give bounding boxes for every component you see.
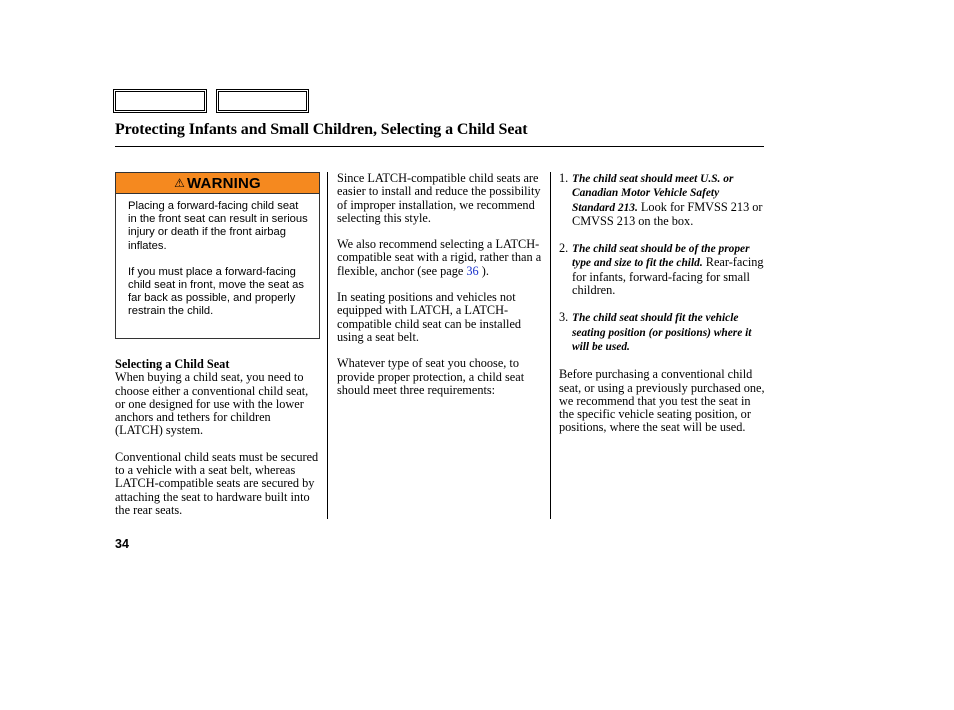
requirement-number: 2. <box>559 241 569 256</box>
requirement-lead: The child seat should be of the proper type and size to fit the child. <box>572 243 750 270</box>
warning-label: WARNING <box>187 174 261 192</box>
requirement-detail: Look for FMVSS 213 or CMVSS 213 on the box. <box>572 199 763 228</box>
column-2-paragraph-3: In seating positions and vehicles not equipped with LATCH, a LATCH-compatible child seat can be installed using a seat belt. <box>337 290 522 344</box>
requirement-lead: The child seat should fit the vehicle seating position (or positions) where it will be used. <box>572 312 752 353</box>
requirement-item-3 <box>559 311 765 354</box>
column-2-text <box>337 172 543 410</box>
warning-triangle-icon: ⚠ <box>174 176 186 190</box>
page-title: Protecting Infants and Small Children, Selecting a Child Seat <box>115 121 528 138</box>
requirement-detail: Rear-facing for infants, forward-facing for small children. <box>572 255 764 298</box>
column-1-paragraph-1: When buying a child seat, you need to choose either a conventional child seat, or one designed for use with the lower anchors and tethers for children (LATCH) system. <box>115 370 309 438</box>
column-2-paragraph-4: Whatever type of seat you choose, to provide proper protection, a child seat should meet three requirements: <box>337 356 525 397</box>
requirement-item-1 <box>559 172 765 228</box>
page-number: 34 <box>115 537 129 551</box>
column-3-closing-paragraph: Before purchasing a conventional child seat, or using a previously purchased one, we recommend that you test the seat in the specific vehicle seating position, or positions, where the seat will be used. <box>559 367 765 435</box>
column-divider-2 <box>550 172 551 519</box>
column-1-text <box>115 358 320 530</box>
nav-button-2[interactable] <box>216 89 309 113</box>
warning-header <box>116 173 319 194</box>
column-2-paragraph-2 <box>337 238 543 278</box>
title-divider <box>115 146 764 147</box>
column-divider-1 <box>327 172 328 519</box>
requirement-number: 3. <box>559 310 569 325</box>
column-3-text <box>559 172 765 448</box>
requirement-lead: The child seat should meet U.S. or Canadian Motor Vehicle Safety Standard 213. <box>572 173 734 214</box>
column-2-paragraph-2-before: We also recommend selecting a LATCH-compatible seat with a rigid, rather than a flexible, anchor (see page <box>337 237 542 278</box>
nav-button-1[interactable] <box>113 89 207 113</box>
warning-paragraph-2: If you must place a forward-facing child seat in front, move the seat as far back as possible, and properly restrain the child. <box>128 265 304 318</box>
column-2-paragraph-1: Since LATCH-compatible child seats are easier to install and reduce the possibility of improper installation, we recommend selecting this style. <box>337 171 541 225</box>
requirement-number: 1. <box>559 171 569 185</box>
warning-paragraph-1: Placing a forward-facing child seat in the front seat can result in serious injury or death if the front airbag inflates. <box>128 200 308 252</box>
warning-box <box>115 172 320 339</box>
requirement-item-2 <box>559 242 765 297</box>
column-2-paragraph-2-after: ). <box>478 263 489 278</box>
column-1-paragraph-2: Conventional child seats must be secured to a vehicle with a seat belt, whereas LATCH-compatible seats are secured by attaching the seat to hardware built into the rear seats. <box>115 449 319 517</box>
warning-body <box>116 194 319 319</box>
page-36-link[interactable]: 36 <box>466 263 479 278</box>
section-heading: Selecting a Child Seat <box>115 357 230 371</box>
